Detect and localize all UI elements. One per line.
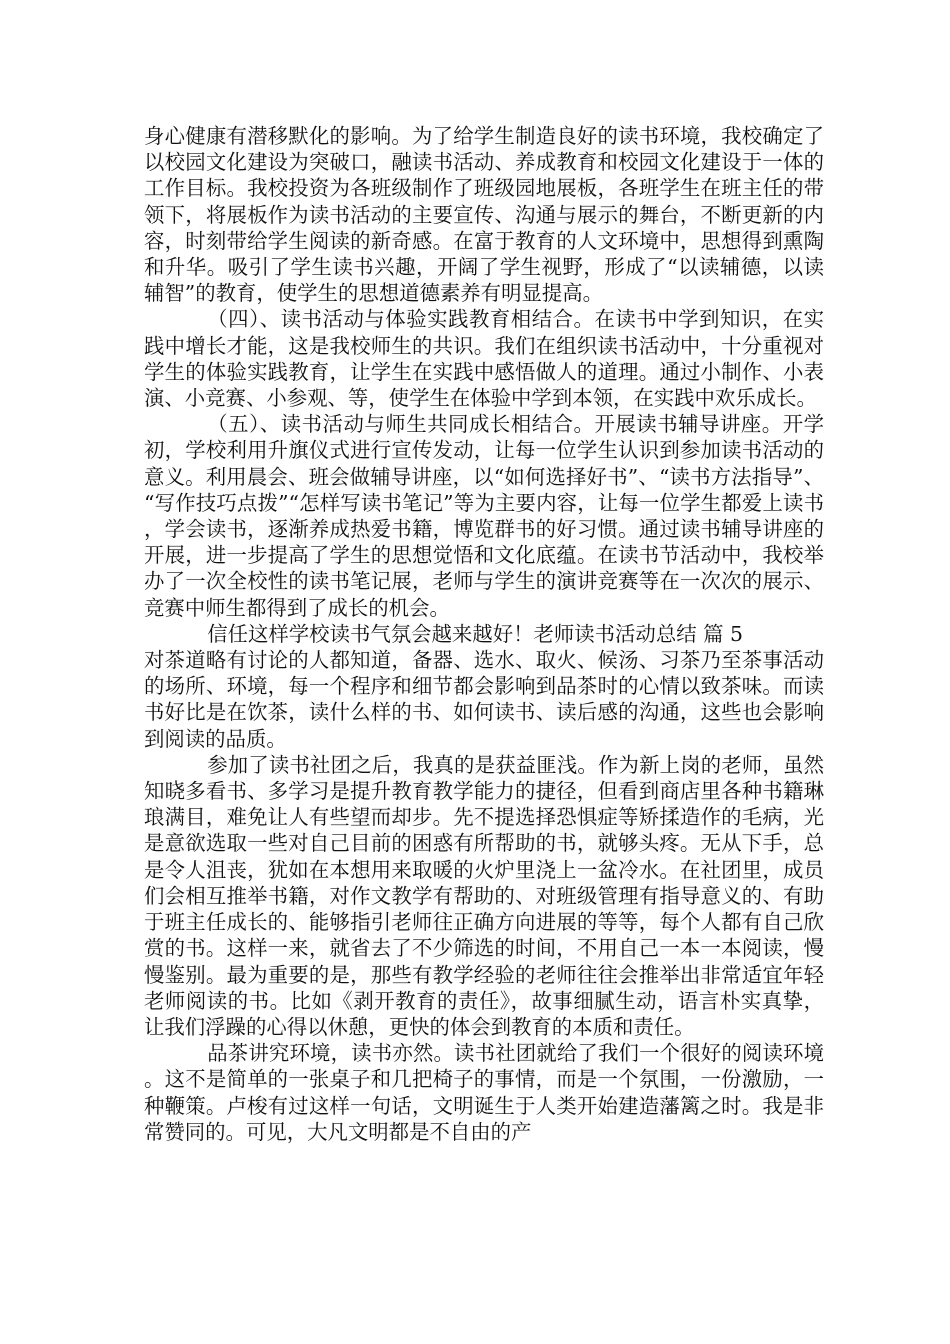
paragraph-reading-club: 参加了读书社团之后，我真的是获益匪浅。作为新上岗的老师，虽然知晓多看书、多学习是提升教育教学能力的捷径，但看到商店里各种书籍琳琅满目，难免让人有些望而却步。先不提选择恐惧症等矫揉造作的毛病，光是意欲选取一些对自己目前的困惑有所帮助的书，就够头疼。无从下手，总是令人沮丧，犹如在本想用来取暖的火炉里浇上一盆冷水。在社团里，成员们会相互推举书籍，对作文教学有帮助的、对班级管理有指导意义的、有助于班主任成长的、能够指引老师往正确方向进展的等等，每个人都有自己欣赏的书。这样一来，就省去了不少筛选的时间，不用自己一本一本阅读，慢慢鉴别。最为重要的是，那些有教学经验的老师往往会推举出非常适宜年轻老师阅读的书。比如《剥开教育的责任》，故事细腻生动，语言朴实真挚，让我们浮躁的心得以休憩，更快的体会到教育的本质和责任。 xyxy=(144,752,824,1039)
paragraph-section-five: （五）、读书活动与师生共同成长相结合。开展读书辅导讲座。开学初，学校利用升旗仪式进行宣传发动，让每一位学生认识到参加读书活动的意义。利用晨会、班会做辅导讲座，以“如何选择好书”、“读书方法指导”、“写作技巧点拨”“怎样写读书笔记”等为主要内容，让每一位学生都爱上读书，学会读书，逐渐养成热爱书籍，博览群书的好习惯。通过读书辅导讲座的开展，进一步提高了学生的思想觉悟和文化底蕴。在读书节活动中，我校举办了一次全校性的读书笔记展，老师与学生的演讲竞赛等在一次次的展示、竞赛中师生都得到了成长的机会。 xyxy=(144,412,824,620)
document-body xyxy=(144,123,824,1145)
paragraph-tea-environment: 品茶讲究环境，读书亦然。读书社团就给了我们一个很好的阅读环境。这不是简单的一张桌子和几把椅子的事情，而是一个氛围，一份激励，一种鞭策。卢梭有过这样一句话，文明诞生于人类开始建造藩篱之时。我是非常赞同的。可见，大凡文明都是不自由的产 xyxy=(144,1041,824,1144)
paragraph-tea-ceremony: 对茶道略有讨论的人都知道，备器、选水、取火、候汤、习茶乃至茶事活动的场所、环境，每一个程序和细节都会影响到品茶时的心情以致茶味。而读书好比是在饮茶，读什么样的书、如何读书、读后感的沟通，这些也会影响到阅读的品质。 xyxy=(144,648,824,751)
paragraph-section-four: （四）、读书活动与体验实践教育相结合。在读书中学到知识，在实践中增长才能，这是我校师生的共识。我们在组织读书活动中，十分重视对学生的体验实践教育，让学生在实践中感悟做人的道理。通过小制作、小表演、小竞赛、小参观、等，使学生在体验中学到本领，在实践中欢乐成长。 xyxy=(144,307,824,411)
paragraph-reading-environment: 身心健康有潜移默化的影响。为了给学生制造良好的读书环境，我校确定了以校园文化建设为突破口，融读书活动、养成教育和校园文化建设于一体的工作目标。我校投资为各班级制作了班级园地展板，各班学生在班主任的带领下，将展板作为读书活动的主要宣传、沟通与展示的舞台，不断更新的内容，时刻带给学生阅读的新奇感。在富于教育的人文环境中，思想得到熏陶和升华。吸引了学生读书兴趣，开阔了学生视野，形成了“以读辅德，以读辅智”的教育，使学生的思想道德素养有明显提高。 xyxy=(144,124,824,306)
paragraph-article-heading: 信任这样学校读书气氛会越来越好！老师读书活动总结 篇 5 xyxy=(207,621,743,646)
